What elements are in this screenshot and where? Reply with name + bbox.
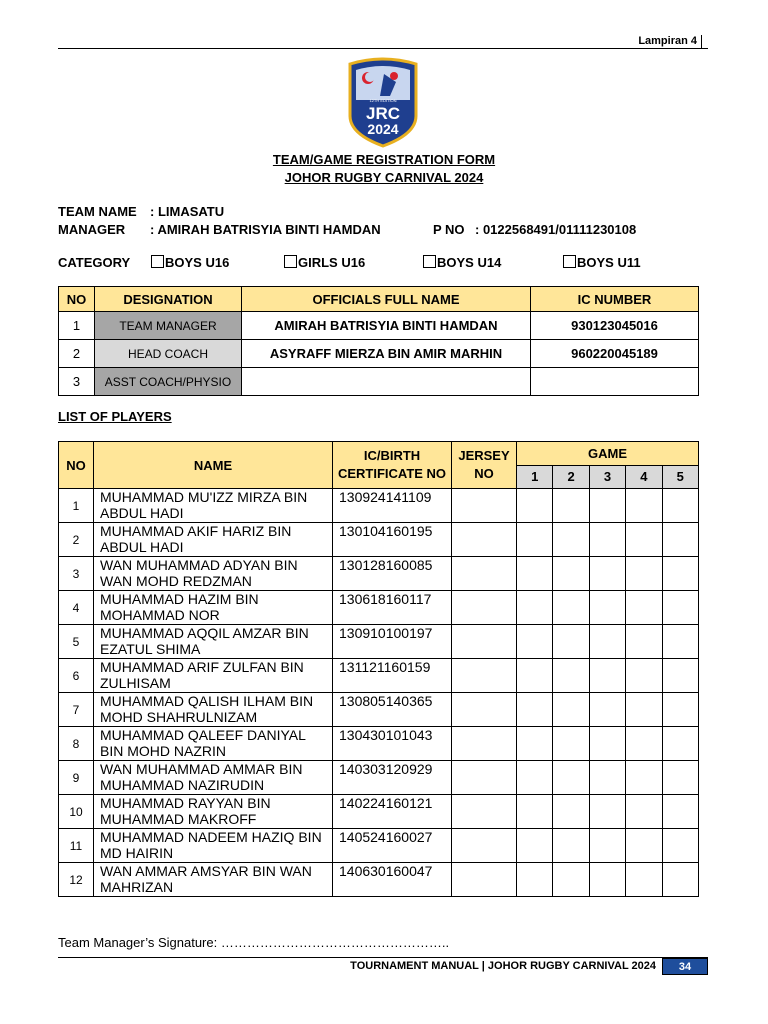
- player-jersey[interactable]: [452, 659, 517, 693]
- game-cell-5[interactable]: [662, 659, 698, 693]
- game-cell-1[interactable]: [517, 489, 553, 523]
- list-of-players-title: LIST OF PLAYERS: [58, 409, 172, 424]
- game-cell-4[interactable]: [626, 625, 662, 659]
- game-col-1: 1: [517, 465, 553, 489]
- player-name[interactable]: WAN AMMAR AMSYAR BIN WAN MAHRIZAN: [94, 863, 333, 897]
- team-name-label: TEAM NAME: [58, 204, 137, 219]
- official-row: [59, 340, 699, 368]
- game-cell-5[interactable]: [662, 591, 698, 625]
- official-designation: HEAD COACH: [95, 340, 242, 368]
- player-jersey[interactable]: [452, 625, 517, 659]
- player-name[interactable]: MUHAMMAD AQQIL AMZAR BIN EZATUL SHIMA: [94, 625, 333, 659]
- col-official-name: OFFICIALS FULL NAME: [242, 287, 531, 312]
- game-cell-2[interactable]: [553, 523, 589, 557]
- game-cell-2[interactable]: [553, 625, 589, 659]
- player-no: 3: [59, 557, 94, 591]
- game-cell-1[interactable]: [517, 727, 553, 761]
- logo-year: 2024: [367, 121, 399, 137]
- player-jersey[interactable]: [452, 795, 517, 829]
- player-no: 8: [59, 727, 94, 761]
- player-jersey[interactable]: [452, 489, 517, 523]
- game-cell-1[interactable]: [517, 829, 553, 863]
- game-cell-2[interactable]: [553, 727, 589, 761]
- game-col-2: 2: [553, 465, 589, 489]
- player-name[interactable]: MUHAMMAD MU'IZZ MIRZA BIN ABDUL HADI: [94, 489, 333, 523]
- officials-table: [58, 286, 699, 396]
- player-no: 4: [59, 591, 94, 625]
- game-cell-1[interactable]: [517, 761, 553, 795]
- footer-text: TOURNAMENT MANUAL | JOHOR RUGBY CARNIVAL 2024: [350, 960, 656, 972]
- col-name: NAME: [94, 442, 333, 489]
- officials-header-row: [59, 287, 699, 312]
- player-no: 12: [59, 863, 94, 897]
- player-ic[interactable]: 130430101043: [333, 727, 452, 761]
- player-name[interactable]: MUHAMMAD AKIF HARIZ BIN ABDUL HADI: [94, 523, 333, 557]
- game-cell-3[interactable]: [589, 557, 625, 591]
- game-col-4: 4: [626, 465, 662, 489]
- game-cell-4[interactable]: [626, 863, 662, 897]
- page-number: 34: [662, 958, 708, 975]
- col-jersey: JERSEY NO: [452, 442, 517, 489]
- player-row: [59, 761, 699, 795]
- game-cell-2[interactable]: [553, 489, 589, 523]
- col-no: NO: [59, 287, 95, 312]
- player-row: [59, 829, 699, 863]
- player-no: 7: [59, 693, 94, 727]
- col-game: GAME: [517, 442, 699, 466]
- player-row: [59, 523, 699, 557]
- manager-value: : AMIRAH BATRISYIA BINTI HAMDAN: [150, 222, 381, 237]
- player-ic[interactable]: 130924141109: [333, 489, 452, 523]
- game-cell-5[interactable]: [662, 625, 698, 659]
- player-row: [59, 489, 699, 523]
- official-row: [59, 368, 699, 396]
- player-row: [59, 863, 699, 897]
- game-cell-1[interactable]: [517, 795, 553, 829]
- col-designation: DESIGNATION: [95, 287, 242, 312]
- checkbox-icon[interactable]: [284, 255, 297, 268]
- game-cell-4[interactable]: [626, 489, 662, 523]
- event-title: JOHOR RUGBY CARNIVAL 2024: [284, 170, 484, 185]
- category-option-boys-u11[interactable]: BOYS U11: [563, 255, 641, 270]
- game-cell-2[interactable]: [553, 659, 589, 693]
- logo-edition: 12TH EDITION: [369, 98, 397, 103]
- player-row: [59, 557, 699, 591]
- lampiran-label: Lampiran 4: [638, 35, 702, 49]
- player-row: [59, 659, 699, 693]
- jrc-logo: [344, 56, 422, 148]
- game-cell-3[interactable]: [589, 761, 625, 795]
- game-cell-5[interactable]: [662, 795, 698, 829]
- game-cell-2[interactable]: [553, 829, 589, 863]
- col-no: NO: [59, 442, 94, 489]
- pno-label: P NO: [433, 222, 465, 237]
- game-cell-1[interactable]: [517, 625, 553, 659]
- player-name[interactable]: WAN MUHAMMAD AMMAR BIN MUHAMMAD NAZIRUDIN: [94, 761, 333, 795]
- player-ic[interactable]: 140630160047: [333, 863, 452, 897]
- official-row: [59, 312, 699, 340]
- category-option-girls-u16[interactable]: GIRLS U16: [284, 255, 365, 270]
- game-cell-3[interactable]: [589, 795, 625, 829]
- player-jersey[interactable]: [452, 863, 517, 897]
- game-cell-3[interactable]: [589, 489, 625, 523]
- official-no: 3: [59, 368, 95, 396]
- player-row: [59, 693, 699, 727]
- game-cell-3[interactable]: [589, 829, 625, 863]
- game-cell-2[interactable]: [553, 557, 589, 591]
- player-no: 6: [59, 659, 94, 693]
- game-cell-4[interactable]: [626, 829, 662, 863]
- form-title: TEAM/GAME REGISTRATION FORM: [272, 152, 496, 167]
- player-no: 10: [59, 795, 94, 829]
- player-no: 5: [59, 625, 94, 659]
- game-cell-4[interactable]: [626, 795, 662, 829]
- game-cell-1[interactable]: [517, 557, 553, 591]
- team-name-value: : LIMASATU: [150, 204, 225, 219]
- game-cell-1[interactable]: [517, 591, 553, 625]
- col-ic-number: IC NUMBER: [531, 287, 699, 312]
- header-rule: [58, 48, 708, 49]
- player-ic[interactable]: 131121160159: [333, 659, 452, 693]
- game-cell-4[interactable]: [626, 523, 662, 557]
- official-no: 2: [59, 340, 95, 368]
- player-ic[interactable]: 130104160195: [333, 523, 452, 557]
- player-row: [59, 727, 699, 761]
- player-ic[interactable]: 140303120929: [333, 761, 452, 795]
- official-ic[interactable]: 930123045016: [531, 312, 699, 340]
- game-cell-5[interactable]: [662, 863, 698, 897]
- player-jersey[interactable]: [452, 591, 517, 625]
- signature-label: Team Manager’s Signature: ……………………………………………..: [58, 935, 450, 950]
- game-cell-2[interactable]: [553, 795, 589, 829]
- player-no: 9: [59, 761, 94, 795]
- official-name[interactable]: ASYRAFF MIERZA BIN AMIR MARHIN: [242, 340, 531, 368]
- game-cell-1[interactable]: [517, 863, 553, 897]
- player-ic[interactable]: 130805140365: [333, 693, 452, 727]
- player-no: 11: [59, 829, 94, 863]
- player-no: 2: [59, 523, 94, 557]
- game-cell-5[interactable]: [662, 829, 698, 863]
- game-cell-5[interactable]: [662, 523, 698, 557]
- game-cell-3[interactable]: [589, 523, 625, 557]
- player-ic[interactable]: 130128160085: [333, 557, 452, 591]
- official-designation: ASST COACH/PHYSIO: [95, 368, 242, 396]
- player-jersey[interactable]: [452, 693, 517, 727]
- official-ic[interactable]: [531, 368, 699, 396]
- game-cell-3[interactable]: [589, 863, 625, 897]
- game-cell-4[interactable]: [626, 557, 662, 591]
- footer-rule: [58, 957, 708, 958]
- players-table: [58, 441, 699, 897]
- manager-label: MANAGER: [58, 222, 126, 237]
- game-cell-5[interactable]: [662, 557, 698, 591]
- player-ic[interactable]: 130910100197: [333, 625, 452, 659]
- game-cell-1[interactable]: [517, 693, 553, 727]
- game-cell-2[interactable]: [553, 591, 589, 625]
- player-name[interactable]: WAN MUHAMMAD ADYAN BIN WAN MOHD REDZMAN: [94, 557, 333, 591]
- game-cell-2[interactable]: [553, 863, 589, 897]
- game-cell-4[interactable]: [626, 591, 662, 625]
- game-cell-5[interactable]: [662, 761, 698, 795]
- official-name[interactable]: [242, 368, 531, 396]
- game-cell-3[interactable]: [589, 659, 625, 693]
- official-ic[interactable]: 960220045189: [531, 340, 699, 368]
- official-name[interactable]: AMIRAH BATRISYIA BINTI HAMDAN: [242, 312, 531, 340]
- player-jersey[interactable]: [452, 829, 517, 863]
- player-ic[interactable]: 140524160027: [333, 829, 452, 863]
- logo-jrc: JRC: [365, 104, 401, 123]
- game-cell-4[interactable]: [626, 693, 662, 727]
- game-cell-3[interactable]: [589, 727, 625, 761]
- category-label: CATEGORY: [58, 255, 131, 270]
- checkbox-icon[interactable]: [563, 255, 576, 268]
- game-cell-1[interactable]: [517, 659, 553, 693]
- player-name[interactable]: MUHAMMAD ARIF ZULFAN BIN ZULHISAM: [94, 659, 333, 693]
- player-jersey[interactable]: [452, 727, 517, 761]
- game-cell-2[interactable]: [553, 761, 589, 795]
- player-row: [59, 625, 699, 659]
- players-header-row: [59, 442, 699, 466]
- player-name[interactable]: MUHAMMAD RAYYAN BIN MUHAMMAD MAKROFF: [94, 795, 333, 829]
- player-jersey[interactable]: [452, 761, 517, 795]
- category-option-boys-u14[interactable]: BOYS U14: [423, 255, 501, 270]
- pno-value: : 0122568491/01111230108: [475, 222, 637, 237]
- player-name[interactable]: MUHAMMAD NADEEM HAZIQ BIN MD HAIRIN: [94, 829, 333, 863]
- game-cell-3[interactable]: [589, 591, 625, 625]
- game-col-3: 3: [589, 465, 625, 489]
- game-cell-2[interactable]: [553, 693, 589, 727]
- player-name[interactable]: MUHAMMAD QALISH ILHAM BIN MOHD SHAHRULNIZAM: [94, 693, 333, 727]
- player-jersey[interactable]: [452, 523, 517, 557]
- player-row: [59, 591, 699, 625]
- game-cell-4[interactable]: [626, 761, 662, 795]
- checkbox-icon[interactable]: [151, 255, 164, 268]
- player-name[interactable]: MUHAMMAD HAZIM BIN MOHAMMAD NOR: [94, 591, 333, 625]
- game-cell-4[interactable]: [626, 727, 662, 761]
- checkbox-icon[interactable]: [423, 255, 436, 268]
- category-option-boys-u16[interactable]: BOYS U16: [151, 255, 229, 270]
- official-designation: TEAM MANAGER: [95, 312, 242, 340]
- game-cell-3[interactable]: [589, 693, 625, 727]
- col-ic: IC/BIRTH CERTIFICATE NO: [333, 442, 452, 489]
- game-cell-5[interactable]: [662, 727, 698, 761]
- player-ic[interactable]: 140224160121: [333, 795, 452, 829]
- game-col-5: 5: [662, 465, 698, 489]
- player-jersey[interactable]: [452, 557, 517, 591]
- game-cell-3[interactable]: [589, 625, 625, 659]
- player-name[interactable]: MUHAMMAD QALEEF DANIYAL BIN MOHD NAZRIN: [94, 727, 333, 761]
- player-no: 1: [59, 489, 94, 523]
- game-cell-1[interactable]: [517, 523, 553, 557]
- player-row: [59, 795, 699, 829]
- game-cell-5[interactable]: [662, 489, 698, 523]
- official-no: 1: [59, 312, 95, 340]
- game-cell-5[interactable]: [662, 693, 698, 727]
- player-ic[interactable]: 130618160117: [333, 591, 452, 625]
- game-cell-4[interactable]: [626, 659, 662, 693]
